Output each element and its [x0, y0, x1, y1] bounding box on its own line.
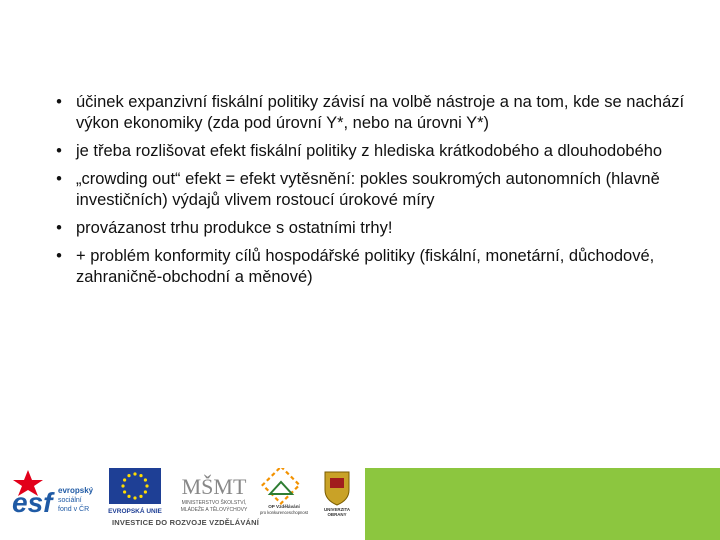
msmt-line1: MINISTERSTVO ŠKOLSTVÍ,: [181, 500, 247, 506]
bullet-marker: •: [56, 170, 62, 188]
msmt-mark: MŠMT: [181, 474, 247, 499]
university-shield-icon: [330, 478, 344, 488]
bullet-text: účinek expanzivní fiskální politiky závisí na volbě nástroje a na tom, kde se nachází výkon ekonomiky (zda pod úrovní Y*, nebo na úrovni Y*): [76, 93, 685, 132]
univ-line2: OBRANY: [327, 512, 347, 517]
op-diamond-icon: [263, 468, 300, 503]
esf-line3: fond v ČR: [58, 506, 90, 513]
footer-accent-bar: [365, 468, 720, 540]
bullet-item: [52, 141, 702, 162]
bullet-text: + problém konformity cílů hospodářské politiky (fiskální, monetární, důchodové, zahraničně-obchodní a měnové): [76, 247, 655, 286]
esf-line2: sociální: [58, 497, 82, 504]
esf-line1: evropský: [58, 486, 94, 495]
op-logo: [258, 468, 310, 518]
university-crest-icon: [325, 472, 349, 505]
bullet-marker: •: [56, 93, 62, 111]
op-arrow-icon: [270, 482, 292, 494]
op-line1: OP Vzdělávání: [268, 504, 300, 509]
eu-logo: [106, 468, 166, 516]
bullet-item: [52, 92, 702, 134]
bullet-text: je třeba rozlišovat efekt fiskální politiky z hlediska krátkodobého a dlouhodobého: [76, 142, 663, 160]
university-logo: [316, 468, 358, 518]
bullet-list: [52, 92, 702, 295]
op-line2: pro konkurenceschopnost: [260, 510, 308, 515]
bullet-item: [52, 218, 702, 239]
bullet-marker: •: [56, 247, 62, 265]
bullet-text: „crowding out“ efekt = efekt vytěsnění: pokles soukromých autonomních (hlavně investičních) výdajů vlivem rostoucí úrokové míry: [76, 170, 660, 209]
esf-mark: esf: [12, 487, 53, 518]
bullet-marker: •: [56, 142, 62, 160]
footer-logo-strip: [10, 468, 360, 540]
bullet-item: [52, 169, 702, 211]
msmt-logo: [174, 468, 254, 518]
bullet-item: [52, 246, 702, 288]
msmt-line2: MLÁDEŽE A TĚLOVÝCHOVY: [180, 507, 248, 513]
bullet-marker: •: [56, 219, 62, 237]
univ-line1: UNIVERZITA: [323, 507, 351, 512]
bullet-text: provázanost trhu produkce s ostatními trhy!: [76, 219, 393, 237]
footer-caption: INVESTICE DO ROZVOJE VZDĚLÁVÁNÍ: [112, 518, 260, 527]
eu-label: EVROPSKÁ UNIE: [108, 508, 162, 515]
esf-logo: [10, 468, 98, 518]
